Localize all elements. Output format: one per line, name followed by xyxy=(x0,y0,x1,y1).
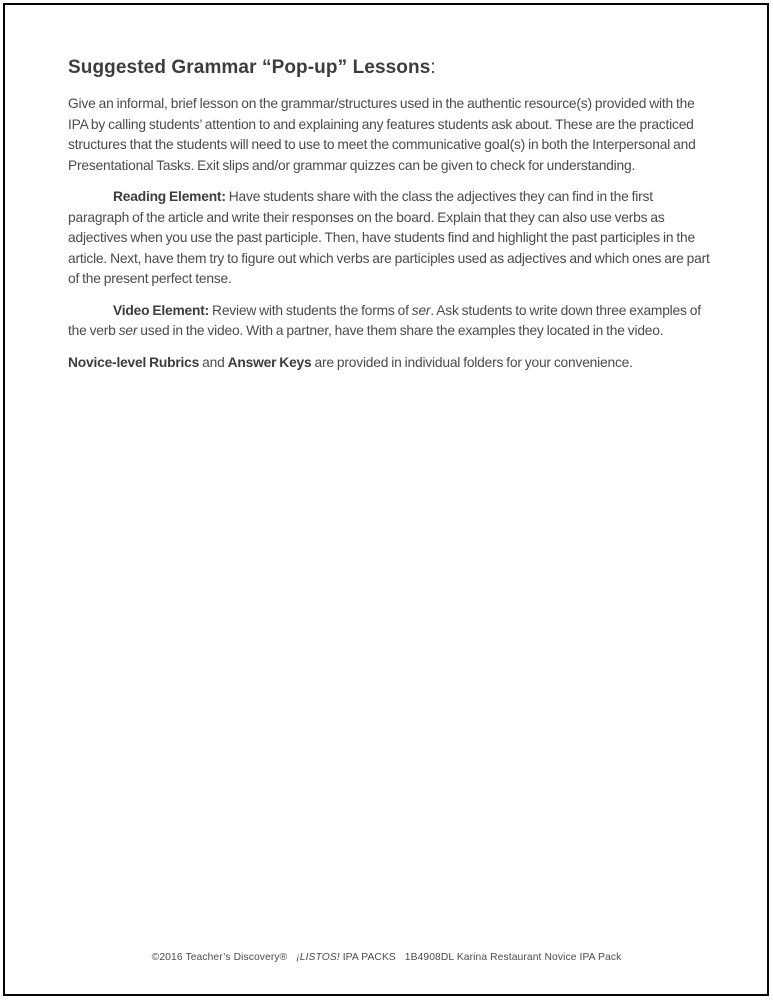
text-segment: ©2016 Teacher’s Discovery® xyxy=(151,952,297,963)
italic-text: ¡LISTOS! xyxy=(296,952,340,963)
italic-text: ser xyxy=(118,323,138,338)
rubrics-paragraph xyxy=(68,353,710,374)
bold-text: Video Element: xyxy=(113,302,210,318)
page-title xyxy=(68,55,710,81)
video-element-paragraph xyxy=(68,301,710,342)
text-segment: Have students share with the class the adjectives they can find in the first paragraph of the article and write their responses on the board. Explain that they can also use verbs as adjectives when you use the past participle. Then, have students find and highlight the past participles in the article. Next, have them try to figure out which verbs are participles used as adjectives and which ones are part of the present perfect tense. xyxy=(68,189,710,286)
page-content xyxy=(68,55,710,384)
body-text xyxy=(68,94,710,373)
text-segment: and xyxy=(199,354,228,370)
text-segment: are provided in individual folders for your convenience. xyxy=(311,354,633,370)
bold-text: Reading Element: xyxy=(113,189,226,204)
italic-text: ser xyxy=(411,302,431,318)
intro-paragraph xyxy=(68,94,710,176)
text-segment: . Ask students to write down three examples of the verb xyxy=(68,302,701,338)
text-segment: used in the video. With a partner, have them share the examples they located in the video. xyxy=(137,323,664,338)
bold-text: Novice-level Rubrics xyxy=(68,354,200,370)
text-segment: IPA PACKS 1B4908DL Karina Restaurant Novice IPA Pack xyxy=(339,952,622,963)
page-footer xyxy=(0,951,773,965)
text-segment: Give an informal, brief lesson on the grammar/structures used in the authentic resource(s) provided with the IPA by calling students’ attention to and explaining any features students ask about. These are the practiced structures that the students will need to use to meet the communicative goal(s) in both the Interpersonal and Presentational Tasks. Exit slips and/or grammar quizzes can be given to check for understanding. xyxy=(68,96,696,173)
text-segment: : xyxy=(430,57,436,78)
reading-element-paragraph xyxy=(68,187,710,290)
bold-text: Answer Keys xyxy=(227,354,312,370)
bold-text: Suggested Grammar “Pop-up” Lessons xyxy=(68,57,431,78)
text-segment: Review with students the forms of xyxy=(209,302,412,318)
